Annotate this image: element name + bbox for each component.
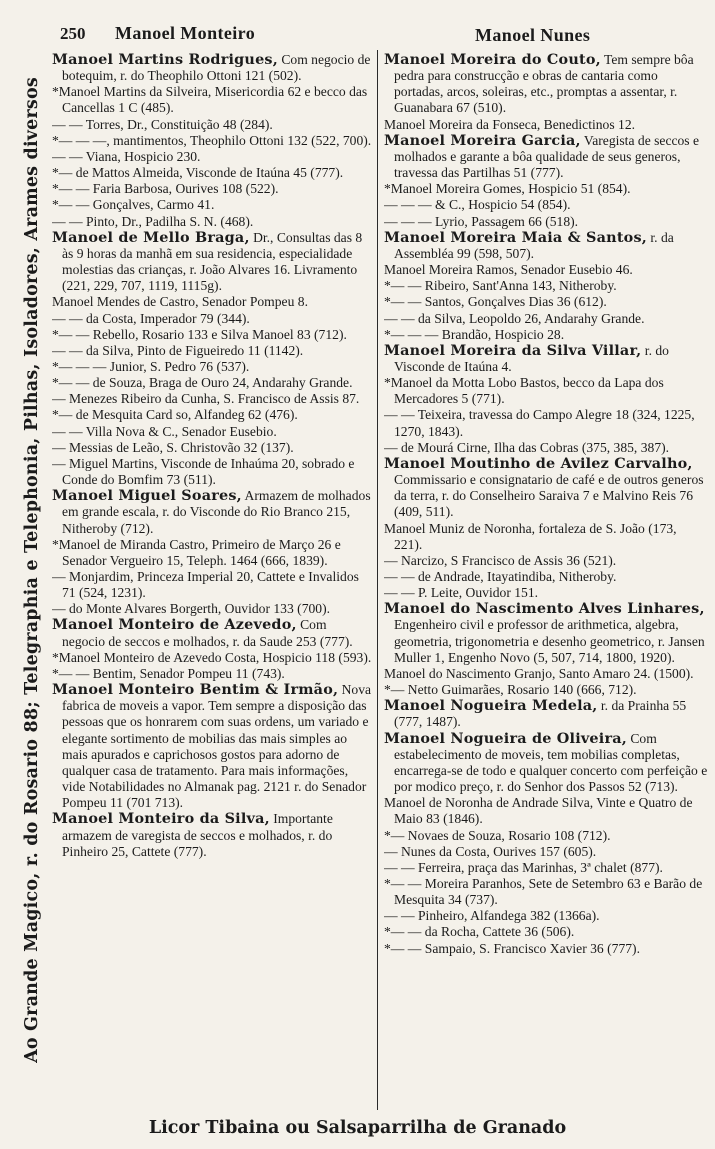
directory-entry	[384, 860, 708, 876]
page-header	[60, 22, 710, 50]
directory-entry	[52, 666, 372, 682]
entry-text: r. da Prainha 55 (777, 1487).	[394, 698, 687, 730]
directory-entry	[52, 149, 372, 165]
entry-text: *— — Sampaio, S. Francisco Xavier 36 (777).	[384, 940, 640, 956]
directory-entry	[384, 553, 708, 569]
directory-entry	[384, 521, 708, 553]
entry-text: — — Torres, Dr., Constituição 48 (284).	[52, 116, 273, 132]
entry-text: *— — Gonçalves, Carmo 41.	[52, 197, 215, 213]
entry-heading: Manoel Nogueira de Oliveira,	[384, 729, 627, 747]
directory-entry	[52, 52, 372, 84]
entry-heading: Manoel Moreira Maia & Santos,	[384, 228, 647, 246]
directory-entry	[52, 537, 372, 569]
directory-entry	[384, 795, 708, 827]
entry-text: *Manoel Martins da Silveira, Misericordia 62 e becco das Cancellas 1 C (485).	[52, 84, 368, 116]
entry-text: Importante armazem de varegista de seccos e molhados, r. do Pinheiro 25, Cattete (777).	[62, 811, 333, 859]
entry-text: Tem sempre bôa pedra para construcção e obras de cantaria como portadas, arcos, soleiras, etc., promptas a assentar, r. Guanabara 67 (510).	[394, 52, 694, 116]
directory-entry	[52, 294, 372, 310]
directory-entry	[384, 407, 708, 439]
entry-text: Com negocio de seccos e molhados, r. da Saude 253 (777).	[62, 617, 353, 649]
directory-entry	[384, 278, 708, 294]
entry-text: Manoel de Noronha de Andrade Silva, Vinte e Quatro de Maio 83 (1846).	[384, 795, 693, 827]
entry-text: *— — Ribeiro, Sant'Anna 143, Nitheroby.	[384, 278, 617, 294]
entry-text: Commissario e consignatario de café e de outros generos da terra, r. do Conselheiro Saraiva 7 e Malvino Reis 76 (409, 511).	[394, 472, 704, 520]
entry-text: — Miguel Martins, Visconde de Inhaúma 20, sobrado e Conde do Bomfim 73 (511).	[52, 455, 355, 488]
directory-entry	[52, 165, 372, 181]
entry-text: *Manoel Moreira Gomes, Hospicio 51 (854).	[384, 181, 631, 197]
directory-entry	[384, 440, 708, 456]
directory-entry	[52, 650, 372, 666]
directory-entry	[384, 230, 708, 262]
entry-text: Manoel Muniz de Noronha, fortaleza de S. João (173, 221).	[384, 520, 677, 552]
entry-text: *— — — Brandão, Hospicio 28.	[384, 326, 565, 342]
entry-text: — — Ferreira, praça das Marinhas, 3ª chalet (877).	[384, 859, 663, 875]
entry-text: Varegista de seccos e molhados e garante a bôa qualidade de seus generos, travessa das Partilhas 51 (777).	[394, 132, 700, 181]
directory-entry	[384, 601, 708, 666]
entry-text: — do Monte Alvares Borgerth, Ouvidor 133 (700).	[52, 601, 331, 617]
entry-text: *— — Bentim, Senador Pompeu 11 (743).	[52, 665, 285, 681]
directory-entry	[52, 359, 372, 375]
entry-text: — — Viana, Hospicio 230.	[52, 148, 201, 164]
entry-heading: Manoel Martins Rodrigues,	[52, 52, 278, 68]
entry-text: *— Novaes de Souza, Rosario 108 (712).	[384, 827, 611, 843]
entry-text: *— — de Souza, Braga de Ouro 24, Andarahy Grande.	[52, 375, 353, 391]
directory-entry	[384, 214, 708, 230]
entry-heading: Manoel Moutinho de Avilez Carvalho,	[384, 454, 693, 472]
directory-entry	[52, 811, 372, 859]
entry-text: *Manoel Monteiro de Azevedo Costa, Hospicio 118 (593).	[52, 649, 372, 665]
entry-text: Com negocio de botequim, r. do Theophilo Ottoni 121 (502).	[62, 52, 371, 84]
directory-entry	[52, 133, 372, 149]
entry-text: *— — Moreira Paranhos, Sete de Setembro 63 e Barão de Mesquita 34 (737).	[384, 875, 703, 908]
entry-text: — — Pinto, Dr., Padilha S. N. (468).	[52, 213, 254, 229]
entry-text: — — da Silva, Leopoldo 26, Andarahy Grande.	[384, 310, 645, 326]
directory-entry	[384, 197, 708, 213]
entry-text: *— Netto Guimarães, Rosario 140 (666, 712).	[384, 682, 637, 698]
entry-text: Armazem de molhados em grande escala, r. do Visconde do Rio Branco 215, Nitheroby (712).	[62, 488, 371, 536]
entry-text: Engenheiro civil e professor de arithmetica, algebra, geometria, trigonometria e desenho geometrico, r. Jansen Muller 1, Engenho Novo (5, 507, 714, 1800, 1920).	[394, 617, 705, 665]
directory-entry	[384, 262, 708, 278]
footer-advertisement: Licor Tibaina ou Salsaparrilha de Granado	[148, 1118, 567, 1138]
directory-entry	[52, 343, 372, 359]
directory-entry	[384, 375, 708, 407]
directory-entry	[52, 440, 372, 456]
page-number: 250	[60, 24, 86, 43]
directory-entry	[384, 698, 708, 730]
directory-entry	[384, 876, 708, 908]
column-divider	[377, 50, 378, 1110]
entry-heading: Manoel de Mello Braga,	[52, 228, 250, 246]
directory-entry	[384, 585, 708, 601]
entry-text: Manoel Moreira Ramos, Senador Eusebio 46.	[384, 262, 633, 278]
directory-entry	[52, 424, 372, 440]
directory-entry	[384, 311, 708, 327]
entry-text: Dr., Consultas das 8 às 9 horas da manhã em sua residencia, especialidade molestias das crianças, r. João Alvares 16. Livramento (221, 229, 707, 1119, 1115g).	[62, 229, 363, 294]
entry-text: — — — & C., Hospicio 54 (854).	[384, 197, 571, 213]
entry-text: Com estabelecimento de moveis, tem mobilias completas, encarrega-se de todo e qualquer concerto com perfeição e por modico preço, r. do Senhor dos Passos 52 (713).	[394, 730, 708, 795]
side-advertisement-banner	[18, 30, 46, 1110]
directory-entry	[384, 133, 708, 181]
entry-text: *Manoel de Miranda Castro, Primeiro de Março 26 e Senador Vergueiro 15, Teleph. 1464 (666, 1839).	[52, 536, 341, 568]
directory-entry	[52, 327, 372, 343]
directory-entry	[52, 117, 372, 133]
directory-entry	[384, 908, 708, 924]
directory-entry	[52, 197, 372, 213]
directory-entry	[384, 294, 708, 310]
entry-text: *— de Mesquita Card so, Alfandeg 62 (476).	[52, 407, 298, 423]
directory-entry	[384, 828, 708, 844]
directory-entry	[384, 117, 708, 133]
entry-text: — — da Costa, Imperador 79 (344).	[52, 310, 250, 326]
entry-text: r. da Assembléa 99 (598, 507).	[394, 229, 674, 261]
entry-text: *— — da Rocha, Cattete 36 (506).	[384, 924, 575, 940]
entry-text: — — P. Leite, Ouvidor 151.	[384, 585, 539, 601]
directory-entry	[52, 214, 372, 230]
entry-text: *— — Rebello, Rosario 133 e Silva Manoel 83 (712).	[52, 326, 347, 342]
entry-text: — — Pinheiro, Alfandega 382 (1366a).	[384, 908, 600, 924]
entry-heading: Manoel Monteiro Bentim & Irmão,	[52, 681, 339, 699]
directory-entry	[52, 375, 372, 391]
directory-entry	[384, 666, 708, 682]
directory-entry	[52, 488, 372, 536]
directory-entry	[384, 456, 708, 521]
directory-entry	[52, 407, 372, 423]
directory-entry	[52, 84, 372, 116]
entry-text: *— — Santos, Gonçalves Dias 36 (612).	[384, 294, 607, 310]
directory-entry	[384, 327, 708, 343]
directory-entry	[384, 844, 708, 860]
directory-entry	[384, 52, 708, 117]
entry-text: *— — —, mantimentos, Theophilo Ottoni 132 (522, 700).	[52, 132, 372, 148]
directory-entry	[52, 601, 372, 617]
entry-heading: Manoel Moreira Garcia,	[384, 131, 581, 149]
entry-text: — — — Lyrio, Passagem 66 (518).	[384, 213, 579, 229]
directory-entry	[52, 181, 372, 197]
entry-text: — Menezes Ribeiro da Cunha, S. Francisco de Assis 87.	[52, 391, 360, 407]
entry-text: — Narcizo, S Francisco de Assis 36 (521).	[384, 552, 617, 568]
entry-text: Manoel Moreira da Fonseca, Benedictinos 12.	[384, 116, 636, 132]
directory-entry	[52, 456, 372, 488]
directory-entry	[52, 682, 372, 811]
directory-entry	[384, 941, 708, 957]
entry-text: — Monjardim, Princeza Imperial 20, Cattete e Invalidos 71 (524, 1231).	[52, 569, 359, 601]
directory-entry	[52, 391, 372, 407]
entry-text: *— de Mattos Almeida, Visconde de Itaúna 45 (777).	[52, 165, 344, 181]
directory-entry	[52, 230, 372, 295]
directory-entry	[384, 181, 708, 197]
entry-text: *— — — Junior, S. Pedro 76 (537).	[52, 358, 250, 374]
right-column	[384, 52, 708, 1108]
entry-heading: Manoel Miguel Soares,	[52, 487, 242, 505]
directory-entry	[384, 682, 708, 698]
directory-entry	[384, 569, 708, 585]
side-banner-text: Ao Grande Magico, r. do Rosario 88; Telegraphia e Telephonia, Pilhas, Isoladores, Arames diversos	[22, 77, 42, 1063]
entry-heading: Manoel Monteiro da Silva,	[52, 810, 270, 828]
directory-entry	[52, 311, 372, 327]
directory-entry	[384, 731, 708, 796]
entry-text: *— — Faria Barbosa, Ourives 108 (522).	[52, 181, 279, 197]
entry-text: — — Teixeira, travessa do Campo Alegre 18 (324, 1225, 1270, 1843).	[384, 407, 695, 439]
entry-text: — — da Silva, Pinto de Figueiredo 11 (1142).	[52, 342, 304, 358]
entry-heading: Manoel Monteiro de Azevedo,	[52, 616, 297, 634]
entry-heading: Manoel do Nascimento Alves Linhares,	[384, 600, 705, 618]
entry-heading: Manoel Nogueira Medela,	[384, 697, 598, 715]
directory-entry	[384, 924, 708, 940]
directory-entry	[52, 617, 372, 649]
entry-text: — Messias de Leão, S. Christovão 32 (137).	[52, 439, 294, 455]
entry-text: *Manoel da Motta Lobo Bastos, becco da Lapa dos Mercadores 5 (771).	[384, 375, 664, 407]
entry-text: — — Villa Nova & C., Senador Eusebio.	[52, 423, 277, 439]
entry-heading: Manoel Moreira do Couto,	[384, 52, 601, 68]
directory-entry	[52, 569, 372, 601]
left-running-head: Manoel Monteiro	[115, 23, 256, 43]
entry-text: Manoel do Nascimento Granjo, Santo Amaro 24. (1500).	[384, 665, 694, 681]
entry-text: Nova fabrica de moveis a vapor. Tem sempre a disposição das pessoas que os honrarem com suas ordens, um variado e elegante sortimento de mobilias das mais simples ao mais apurados e caprichosos gostos para adorno de qualquer casa de tratamento. Para mais informações, vide Notabilidades no Almanak pag. 2121 r. do Senador Pompeu 11 (701 713).	[62, 682, 372, 811]
directory-entry	[384, 343, 708, 375]
entry-text: — Nunes da Costa, Ourives 157 (605).	[384, 843, 597, 859]
entry-heading: Manoel Moreira da Silva Villar,	[384, 341, 642, 359]
entry-text: — de Mourá Cirne, Ilha das Cobras (375, 385, 387).	[384, 439, 670, 455]
entry-text: Manoel Mendes de Castro, Senador Pompeu 8.	[52, 294, 308, 310]
entry-text: r. do Visconde de Itaúna 4.	[394, 342, 669, 374]
left-column	[52, 52, 372, 1108]
right-running-head: Manoel Nunes	[475, 25, 591, 45]
entry-text: — — de Andrade, Itayatindiba, Nitheroby.	[384, 569, 617, 584]
